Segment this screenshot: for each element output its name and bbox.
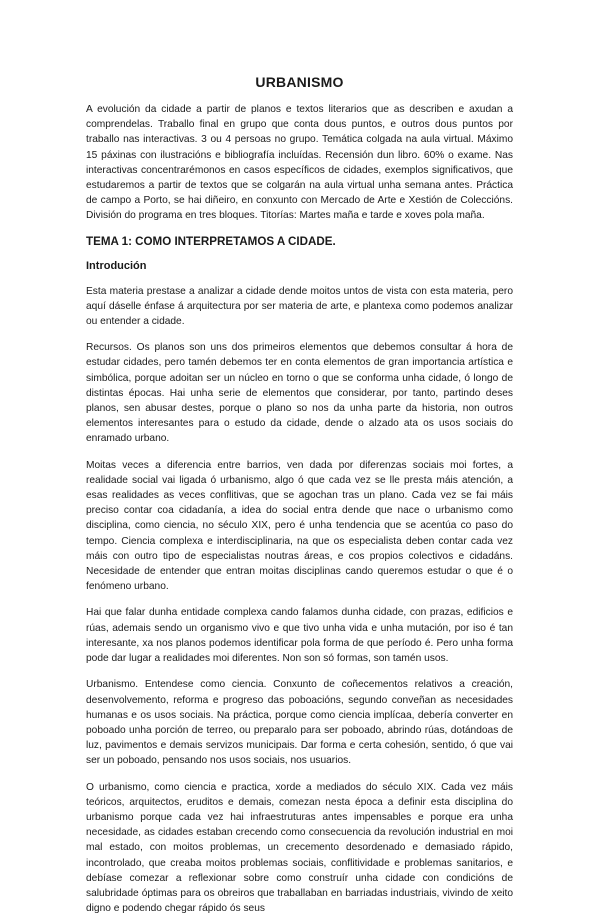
document-title: URBANISMO xyxy=(255,74,344,90)
body-paragraph: O urbanismo, como ciencia e practica, xorde a mediados do século XIX. Cada vez máis teóricos, arquitectos, eruditos e demais, comezan nesta época a definir esta disciplina do urbanismo porque cada vez hai infraestruturas antes impensables e porque era unha necesidade, as cidades estaban crecendo como consecuencia da revolución industrial en moi mal estado, con moitos problemas, un crecemento desordenado e demasiado rápido, incontrolado, que creaba moitos problemas sociais, conflitividade e problemas sanitarios, e debíase comezar a reflexionar sobre como construír unha cidade con condicións de salubridade óptimas para os obreiros que traballaban en barriadas industriais, vivindo de xeito digno e podendo chegar rápido ós seus xyxy=(86,781,513,915)
subheading: Introdución xyxy=(86,259,147,272)
body-paragraph: Hai que falar dunha entidade complexa cando falamos dunha cidade, con prazas, edificios e rúas, ademais sendo un organismo vivo e que tivo unha vida e unha mutación, por iso é tan interesante, xa nos planos podemos identificar pola forma de que período é. Pero unha forma pode dar lugar a realidades moi diferentes. Non son só formas, son tamén usos. xyxy=(86,607,513,665)
body-paragraph: Esta materia prestase a analizar a cidade dende moitos untos de vista con esta materia, pero aquí dáselle énfase á arquitectura por ser materia de arte, e plantexa como podemos analizar ou entender a cidade. xyxy=(86,285,513,328)
body-paragraph: Urbanismo. Entendese como ciencia. Conxunto de coñecementos relativos a creación, desenvolvemento, reforma e progreso das poboacións, segundo conveñan as necesidades humanas e os usos sociais. Na práctica, porque como ciencia implícaa, debería converter en poboado unha porción de terreo, ou preparalo para ser poboado, abrindo rúas, dotándoas de luz, pavimentos e demais servizos municipais. Dar forma e certa cohesión, sentido, ó que vai ser un poboado, pensando nos usos sociais, nos usuarios. xyxy=(86,679,513,767)
intro-paragraph: A evolución da cidade a partir de planos e textos literarios que as describen e axudan a comprendelas. Traballo final en grupo que conta dous puntos, e outros dous puntos por traballo nas interactivas. 3 ou 4 persoas no grupo. Temática colgada na aula virtual. Máximo 15 páxinas con ilustracións e bibliografía incluídas. Recensión dun libro. 60% o exame. Nas interactivas concentrarémonos en casos específicos de cidades, exemplos significativos, que estudaremos a partir de textos que se colgarán na aula virtual unha semana antes. Práctica de campo a Porto, se hai diñeiro, en conxunto con Mercado de Arte e Xestión de Coleccións. División do programa en tres bloques. Titorías: Martes maña e tarde e xoves pola maña. xyxy=(86,104,513,222)
body-paragraph: Moitas veces a diferencia entre barrios, ven dada por diferenzas sociais moi fortes, a realidade social vai ligada ó urbanismo, algo ó que cada vez se lle presta máis atención, a esas realidades as veces conflitivas, que se agochan tras un plano. Cada vez se fai máis preciso contar coa cidadanía, a idea do social entra dende que nace o urbanismo como disciplina, como ciencia, no século XIX, pero é unha tendencia que se acentúa co paso do tempo. Ciencia complexa e interdisciplinaria, na que os especialista deben contar cada vez máis con outro tipo de especialistas noutras áreas, e cos propios colectivos e cidadáns. Necesidade de entender que entran moitas disciplinas cando queremos estudar o que é o fenómeno urbano. xyxy=(86,459,513,593)
section-heading: TEMA 1: COMO INTERPRETAMOS A CIDADE. xyxy=(86,234,336,248)
body-paragraph: Recursos. Os planos son uns dos primeiros elementos que debemos consultar á hora de estudar cidades, pero tamén debemos ter en conta elementos de gran importancia artística e simbólica, porque adoitan ser un núcleo en torno o que se conforma unha cidade, ó longo de distintas épocas. Hai unha serie de elementos que considerar, por tanto, partindo deses planos, sen abusar destes, porque o plano so nos da unha parte da historia, non outros elementos interesantes para o estudo da cidade, dende o alzado ata os usos sociais do enramado urbano. xyxy=(86,342,513,445)
